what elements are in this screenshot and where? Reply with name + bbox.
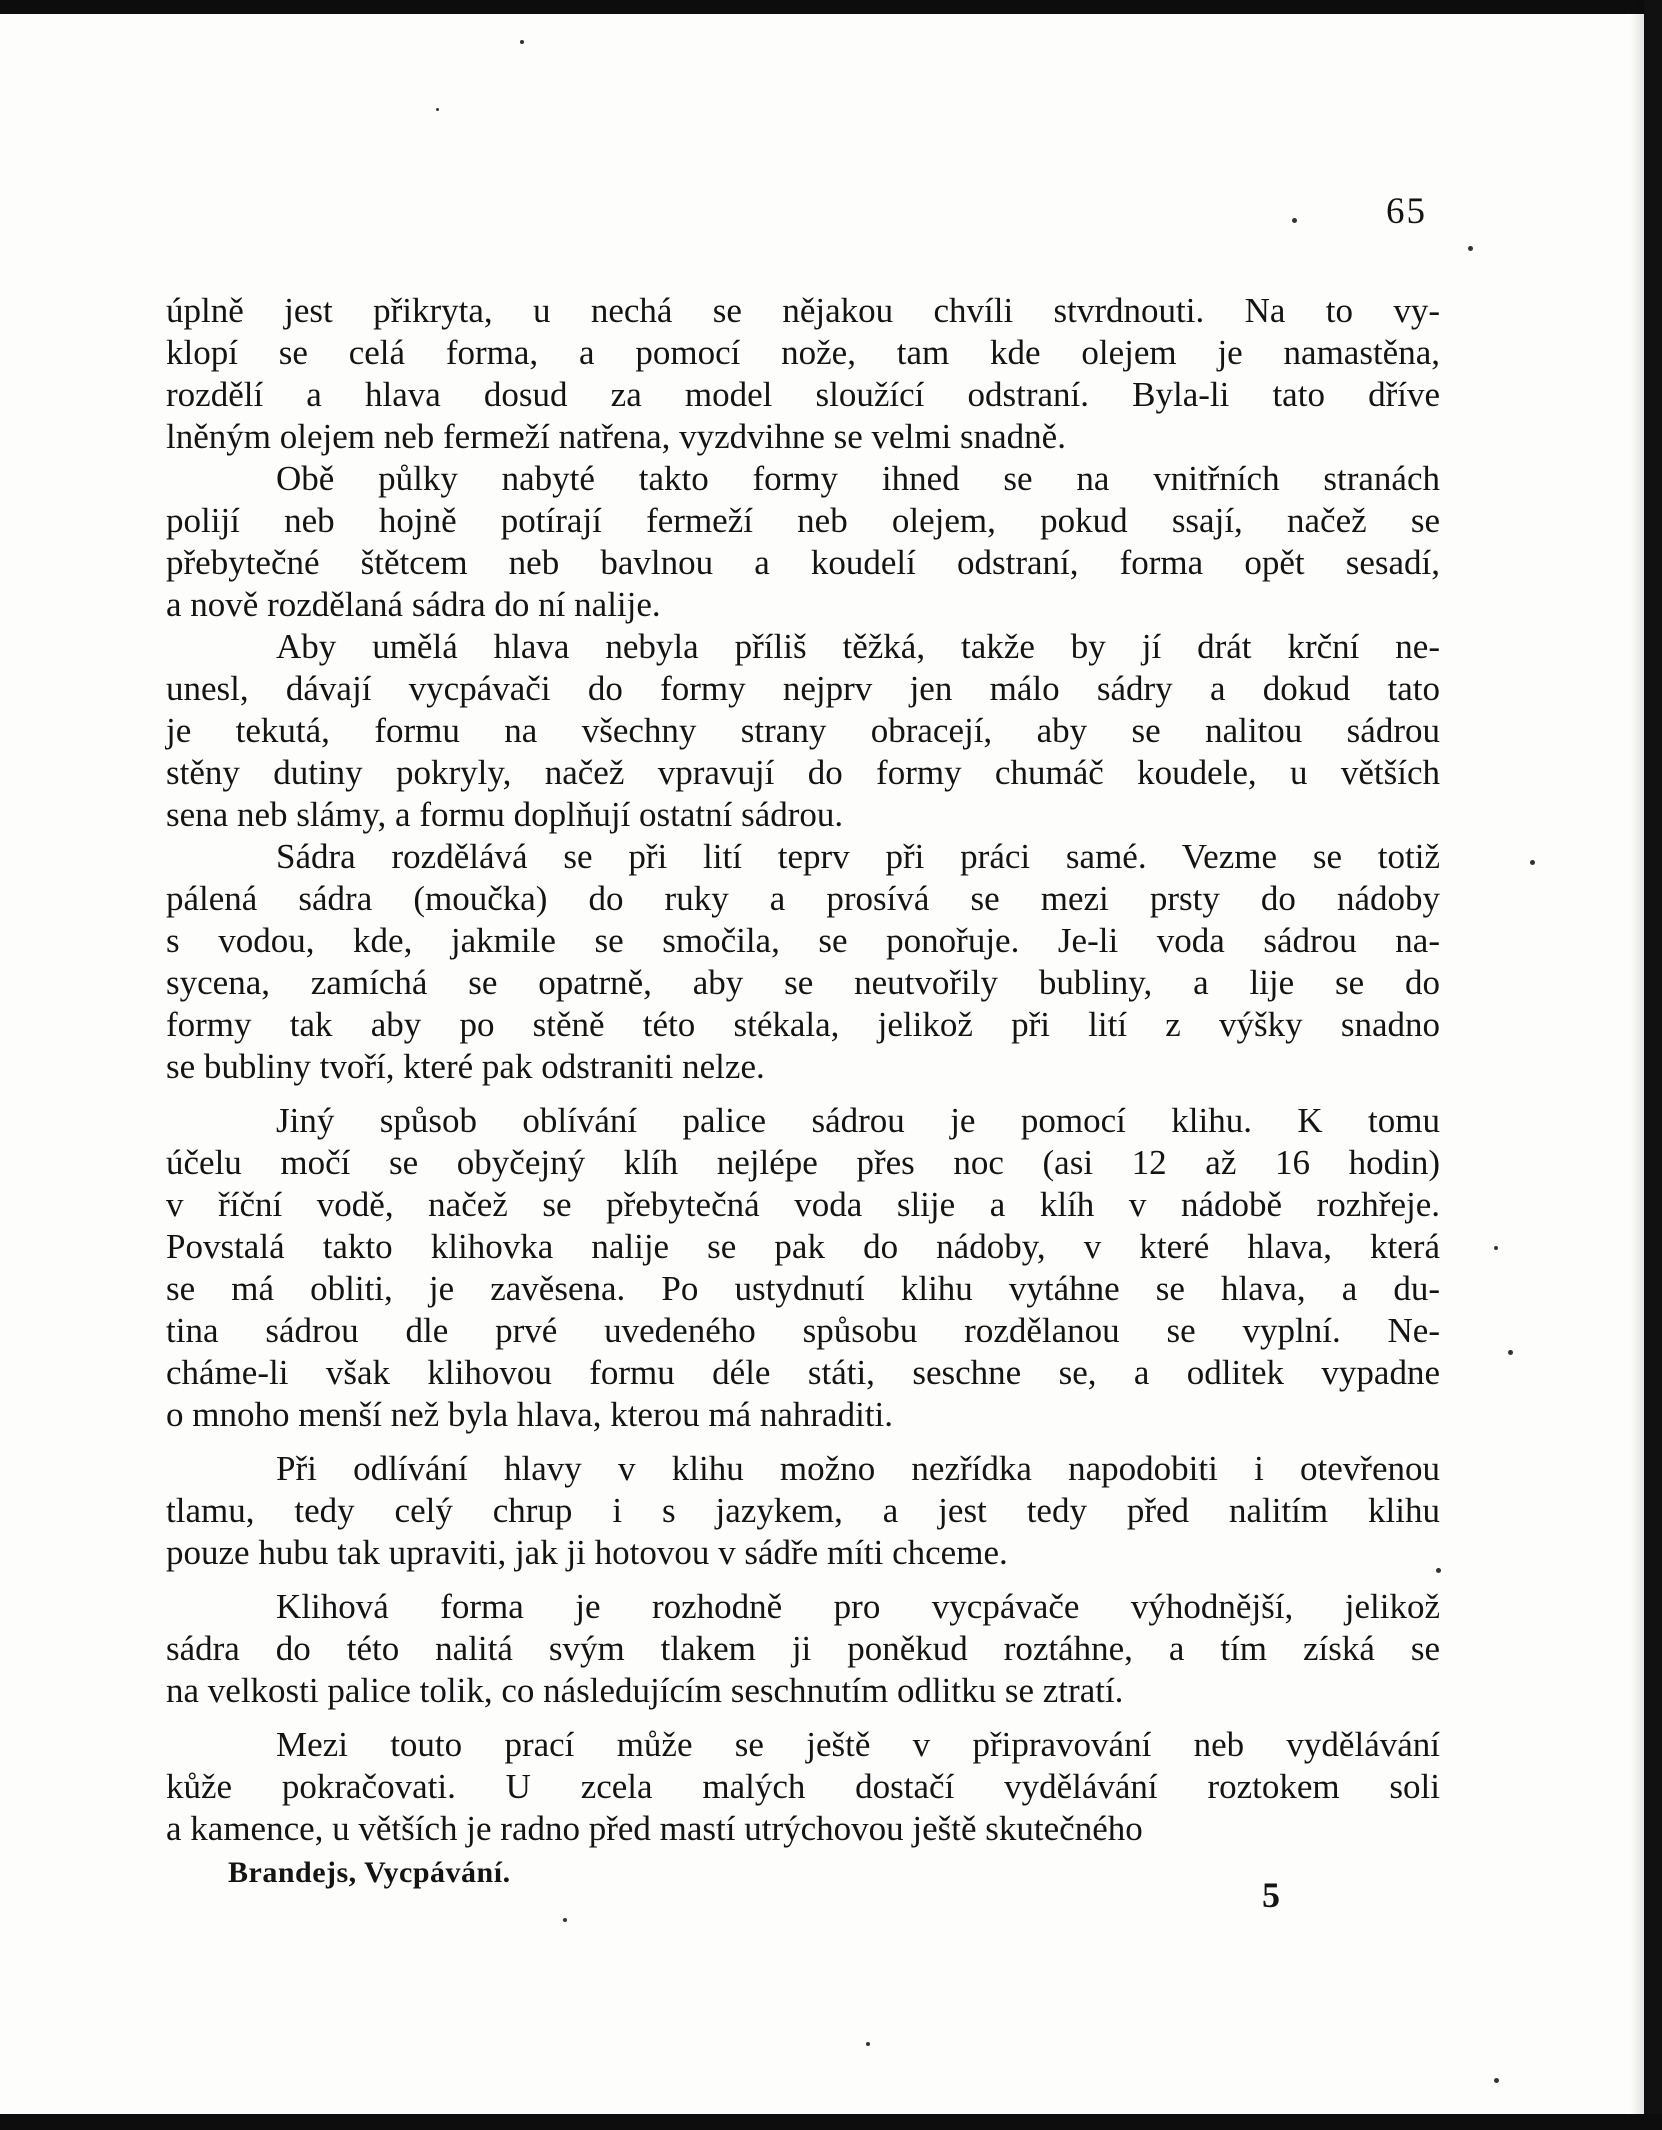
text-line: tina sádrou dle prvé uvedeného spůsobu rozdělanou se vyplní. Ne- [166, 1311, 1440, 1350]
scan-speck [1530, 860, 1535, 865]
text-line: lněným olejem neb fermeží natřena, vyzdvihne se velmi snadně. [166, 417, 1066, 456]
text-line: úplně jest přikryta, u nechá se nějakou chvíli stvrdnouti. Na to vy- [166, 291, 1440, 330]
text-line: formy tak aby po stěně této stékala, jelikož při lití z výšky snadno [166, 1005, 1440, 1044]
scan-speck [1494, 2078, 1499, 2083]
page-number: 65 [1386, 191, 1427, 232]
scan-speck [436, 108, 439, 111]
text-line: pálená sádra (moučka) do ruky a prosívá se mezi prsty do nádoby [166, 879, 1440, 918]
scan-edge-right [1644, 0, 1662, 2130]
footer-author-title: Brandejs, Vycpávání. [228, 1856, 511, 1889]
paragraph [166, 1586, 1440, 1712]
text-line: v říční vodě, načež se přebytečná voda slije a klíh v nádobě rozhřeje. [166, 1185, 1440, 1224]
paragraph [166, 290, 1440, 458]
scan-speck [1494, 1246, 1498, 1250]
text-line: polijí neb hojně potírají fermeží neb olejem, pokud ssají, načež se [166, 501, 1440, 540]
scan-speck [1468, 246, 1473, 251]
text-line: tlamu, tedy celý chrup i s jazykem, a jest tedy před nalitím klihu [166, 1491, 1440, 1530]
paragraph [166, 836, 1440, 1088]
text-line: kůže pokračovati. U zcela malých dostačí vydělávání roztokem soli [166, 1767, 1440, 1806]
paragraph-gap [166, 1088, 1440, 1100]
text-line: pouze hubu tak upraviti, jak ji hotovou v sádře míti chceme. [166, 1533, 1008, 1572]
text-line: a nově rozdělaná sádra do ní nalije. [166, 585, 661, 624]
text-line: je tekutá, formu na všechny strany obracejí, aby se nalitou sádrou [166, 711, 1440, 750]
paragraph [166, 626, 1440, 836]
paragraph [166, 1448, 1440, 1574]
scan-speck [866, 2042, 870, 2046]
text-line: Sádra rozdělává se při lití teprv při práci samé. Vezme se totiž [276, 837, 1440, 876]
body-text [166, 290, 1440, 1850]
text-line: se má obliti, je zavěsena. Po ustydnutí klihu vytáhne se hlava, a du- [166, 1269, 1440, 1308]
text-line: s vodou, kde, jakmile se smočila, se ponořuje. Je-li voda sádrou na- [166, 921, 1440, 960]
paragraph-gap [166, 1574, 1440, 1586]
scan-edge-top [0, 0, 1662, 14]
text-line: rozdělí a hlava dosud za model sloužící odstraní. Byla-li tato dříve [166, 375, 1440, 414]
paragraph-gap [166, 1712, 1440, 1724]
text-line: stěny dutiny pokryly, načež vpravují do formy chumáč koudele, u větších [166, 753, 1440, 792]
paragraph [166, 458, 1440, 626]
text-line: unesl, dávají vycpávači do formy nejprv jen málo sádry a dokud tato [166, 669, 1440, 708]
text-line: přebytečné štětcem neb bavlnou a koudelí odstraní, forma opět sesadí, [166, 543, 1440, 582]
text-line: sena neb slámy, a formu doplňují ostatní sádrou. [166, 795, 844, 834]
scan-edge-shadow [1630, 0, 1644, 2130]
scan-speck [520, 40, 524, 44]
text-line: účelu močí se obyčejný klíh nejlépe přes noc (asi 12 až 16 hodin) [166, 1143, 1440, 1182]
text-line: Mezi touto prací může se ještě v připravování neb vydělávání [276, 1725, 1440, 1764]
text-line: Jiný spůsob oblívání palice sádrou je pomocí klihu. K tomu [276, 1101, 1440, 1140]
text-line: sádra do této nalitá svým tlakem ji poněkud roztáhne, a tím získá se [166, 1629, 1440, 1668]
paragraph-gap [166, 1436, 1440, 1448]
text-line: Povstalá takto klihovka nalije se pak do nádoby, v které hlava, která [166, 1227, 1440, 1266]
text-line: klopí se celá forma, a pomocí nože, tam kde olejem je namastěna, [166, 333, 1440, 372]
text-line: o mnoho menší než byla hlava, kterou má nahraditi. [166, 1395, 894, 1434]
text-line: na velkosti palice tolik, co následujícím seschnutím odlitku se ztratí. [166, 1671, 1124, 1710]
text-line: sycena, zamíchá se opatrně, aby se neutvořily bubliny, a lije se do [166, 963, 1440, 1002]
scan-speck [1292, 218, 1297, 223]
footer-signature-mark: 5 [1262, 1875, 1280, 1915]
text-line: se bubliny tvoří, které pak odstraniti nelze. [166, 1047, 765, 1086]
scan-speck [563, 1918, 567, 1922]
text-line: Obě půlky nabyté takto formy ihned se na vnitřních stranách [276, 459, 1440, 498]
scan-edge-bottom [0, 2114, 1662, 2130]
text-line: Při odlívání hlavy v klihu možno nezřídka napodobiti i otevřenou [276, 1449, 1440, 1488]
scan-speck [1508, 1350, 1513, 1355]
text-line: cháme-li však klihovou formu déle státi, seschne se, a odlitek vypadne [166, 1353, 1440, 1392]
text-line: a kamence, u větších je radno před mastí utrýchovou ještě skutečného [166, 1809, 1143, 1848]
text-line: Aby umělá hlava nebyla příliš těžká, takže by jí drát krční ne- [276, 627, 1440, 666]
text-line: Klihová forma je rozhodně pro vycpávače výhodnější, jelikož [276, 1587, 1440, 1626]
paragraph [166, 1724, 1440, 1850]
paragraph [166, 1100, 1440, 1436]
